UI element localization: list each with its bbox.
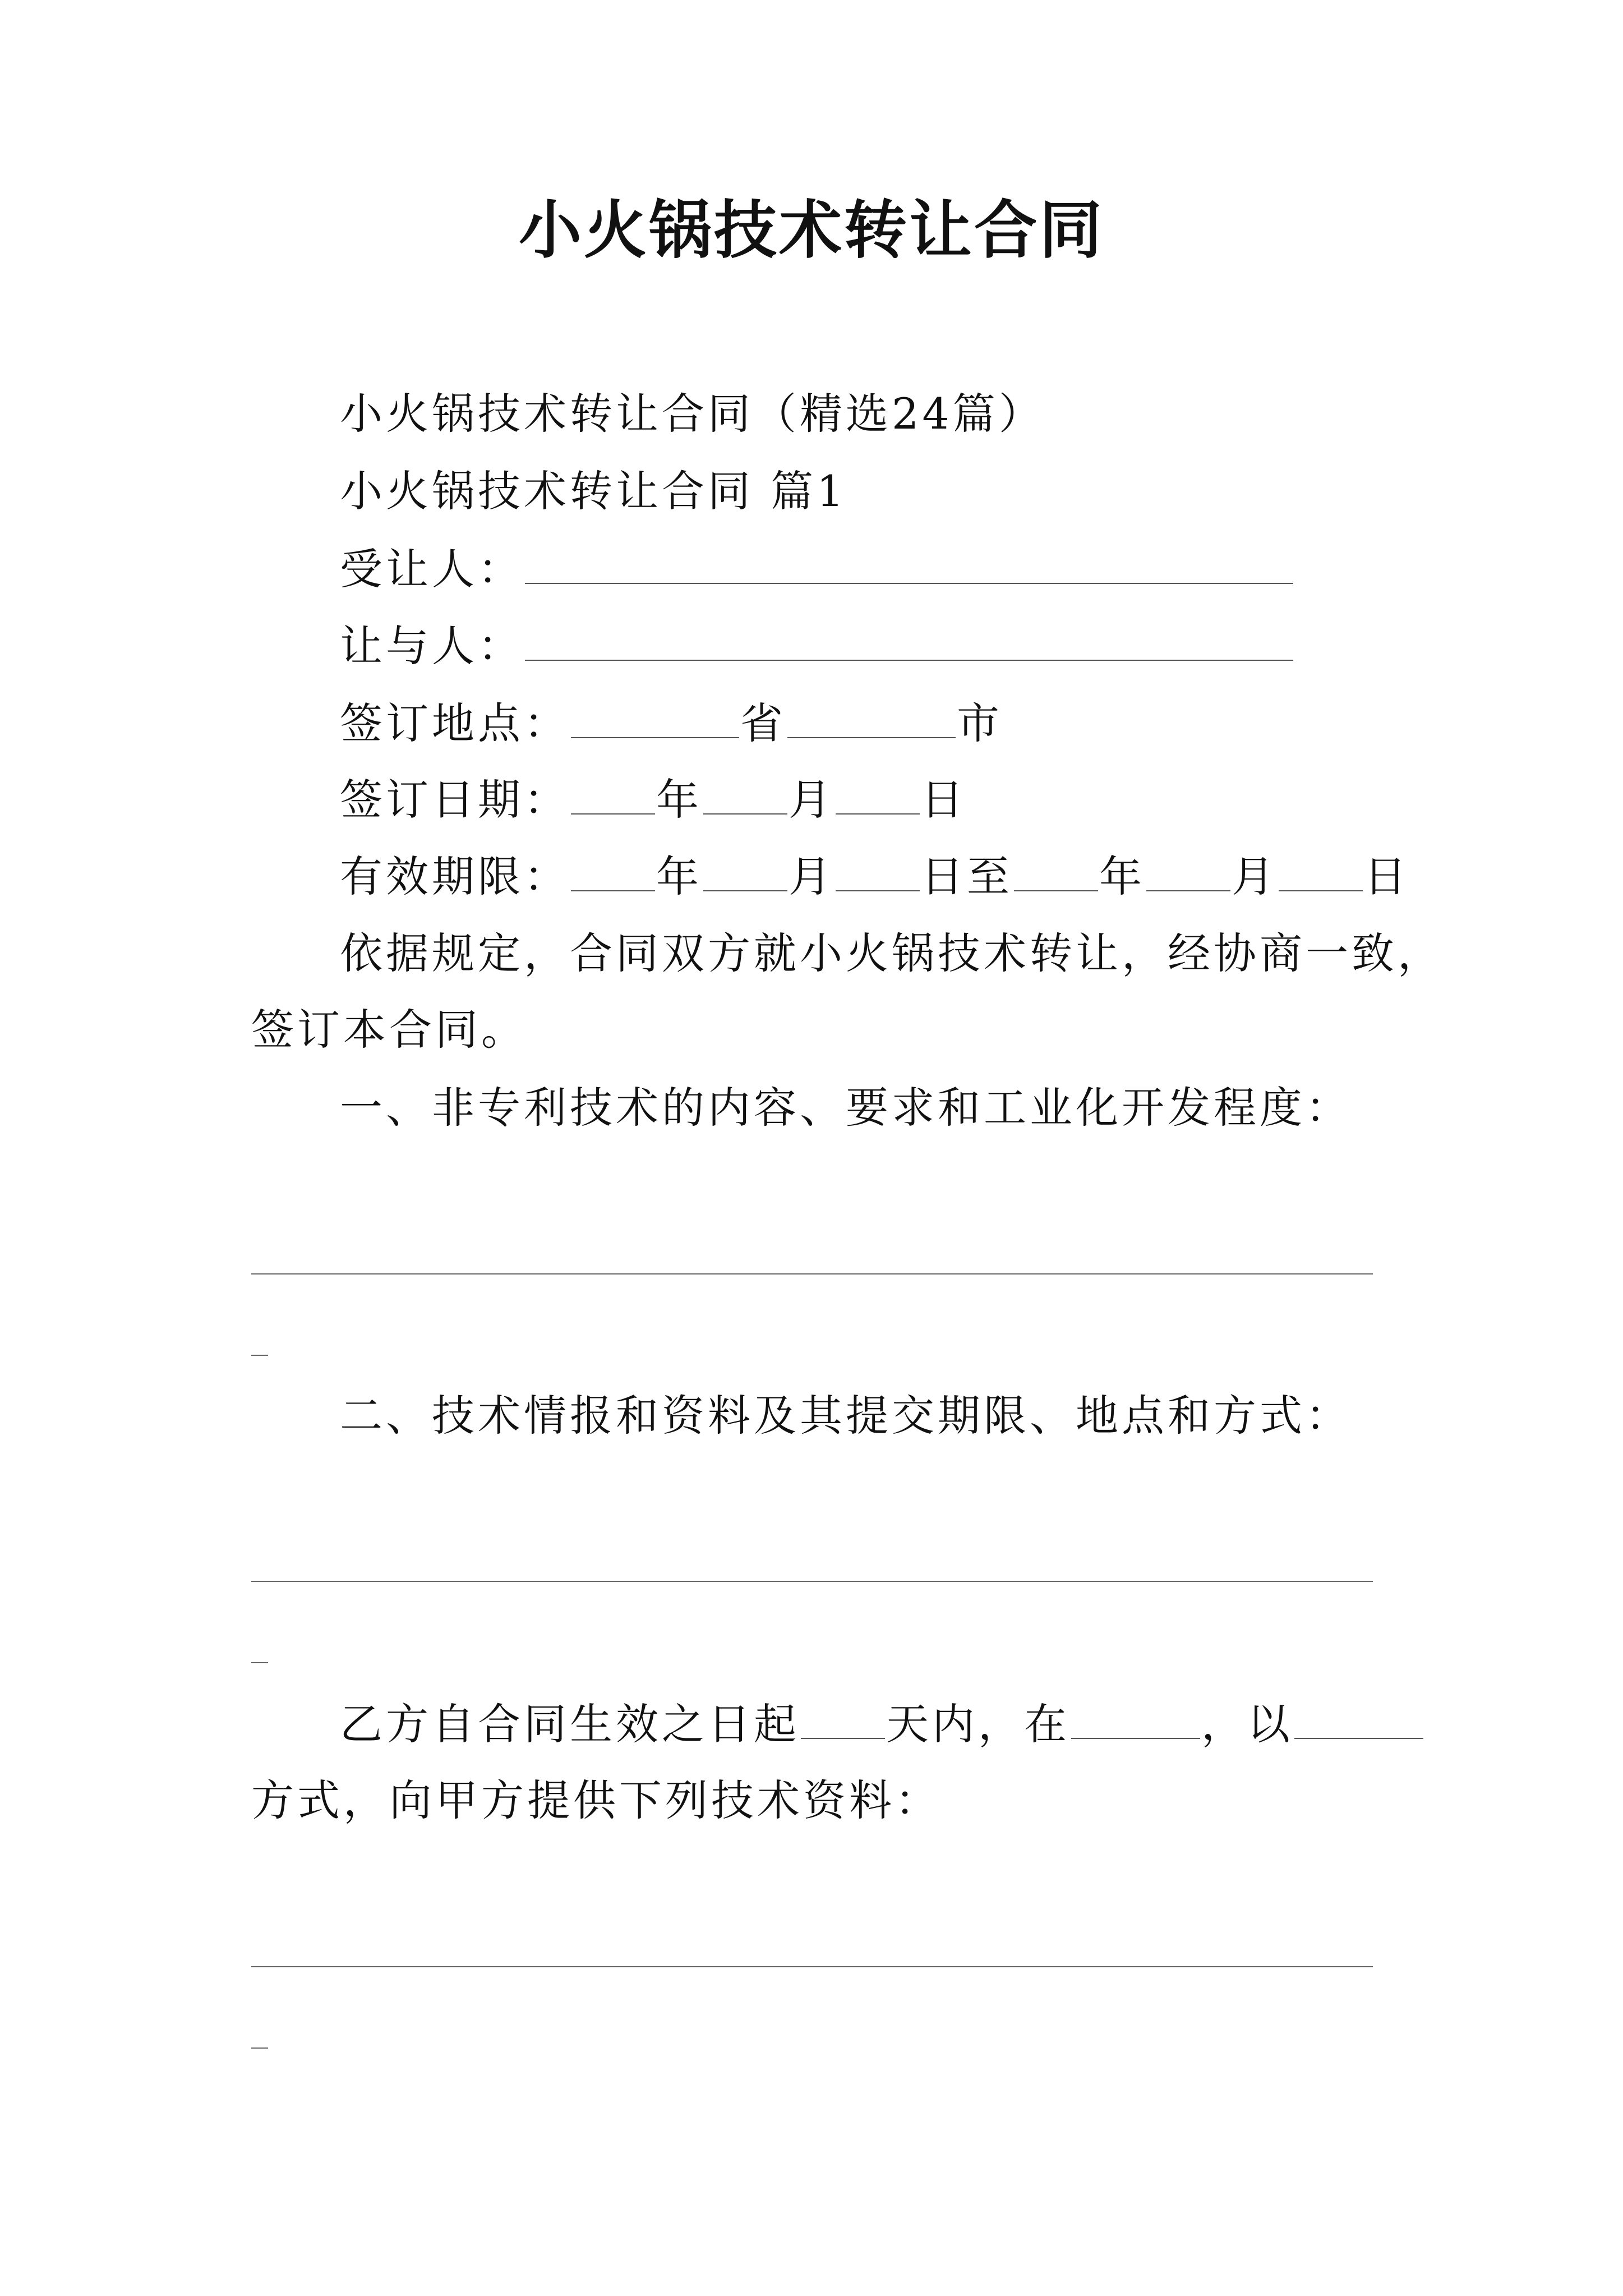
clause-2-fill-line[interactable]: [251, 1581, 1373, 1582]
clause-3-text-b: 天内，在: [886, 1699, 1070, 1749]
validity-label: 有效期限：: [340, 852, 570, 901]
clause-1-heading: 一、非专利技术的内容、要求和工业化开发程度：: [340, 1083, 1352, 1133]
clause-3-text-a: 乙方自合同生效之日起: [340, 1699, 800, 1749]
clause-1-fill-stub: [251, 1355, 268, 1356]
clause-3-text-c: ，以: [1201, 1699, 1293, 1749]
days-blank[interactable]: [801, 1702, 885, 1739]
clause-1-fill-line[interactable]: [251, 1273, 1373, 1274]
method-blank[interactable]: [1294, 1702, 1423, 1739]
date-label: 签订日期：: [340, 775, 570, 825]
clause-3-fill-stub: [251, 2047, 268, 2049]
start-year-label: 年: [656, 852, 702, 901]
day-label: 日: [921, 775, 967, 825]
province-blank[interactable]: [571, 701, 739, 738]
clause-2-heading: 二、技术情报和资料及其提交期限、地点和方式：: [340, 1391, 1352, 1441]
signing-place-row: [340, 698, 1003, 748]
end-month-label: 月: [1232, 852, 1278, 901]
month-label: 月: [789, 775, 834, 825]
end-year-blank[interactable]: [1014, 854, 1098, 891]
transferor-row: [340, 621, 1294, 671]
transferor-blank[interactable]: [525, 624, 1293, 661]
clause-3-fill-line[interactable]: [251, 1966, 1373, 1967]
intro-paragraph-line1: 依据规定，合同双方就小火锅技术转让，经协商一致，: [340, 928, 1444, 978]
year-label: 年: [656, 775, 702, 825]
clause-3-line1: [340, 1699, 1424, 1749]
place-label: 签订地点：: [340, 698, 570, 748]
transferee-blank[interactable]: [525, 547, 1293, 584]
month-blank[interactable]: [703, 777, 787, 815]
transferee-row: [340, 544, 1294, 594]
start-month-label: 月: [789, 852, 834, 901]
start-month-blank[interactable]: [703, 854, 787, 891]
city-blank[interactable]: [787, 701, 956, 738]
transferee-label: 受让人：: [340, 544, 524, 594]
document-subtitle: 小火锅技术转让合同（精选24篇）: [340, 389, 1045, 439]
end-day-blank[interactable]: [1279, 854, 1363, 891]
start-day-blank[interactable]: [836, 854, 920, 891]
day-blank[interactable]: [836, 777, 920, 815]
location-blank[interactable]: [1071, 1702, 1200, 1739]
end-year-label: 年: [1099, 852, 1145, 901]
day-to-label: 日至: [921, 852, 1013, 901]
province-label: 省: [740, 698, 786, 748]
document-title: 小火锅技术转让合同: [519, 194, 1104, 267]
year-blank[interactable]: [571, 777, 655, 815]
validity-row: [340, 852, 1410, 901]
transferor-label: 让与人：: [340, 621, 524, 671]
clause-2-fill-stub: [251, 1662, 268, 1663]
end-month-blank[interactable]: [1146, 854, 1230, 891]
section-heading: 小火锅技术转让合同 篇1: [340, 466, 847, 516]
clause-3-line2: 方式，向甲方提供下列技术资料：: [251, 1775, 941, 1825]
end-day-label: 日: [1364, 852, 1410, 901]
city-label: 市: [957, 698, 1003, 748]
signing-date-row: [340, 775, 967, 825]
start-year-blank[interactable]: [571, 854, 655, 891]
intro-paragraph-line2: 签订本合同。: [251, 1005, 527, 1055]
